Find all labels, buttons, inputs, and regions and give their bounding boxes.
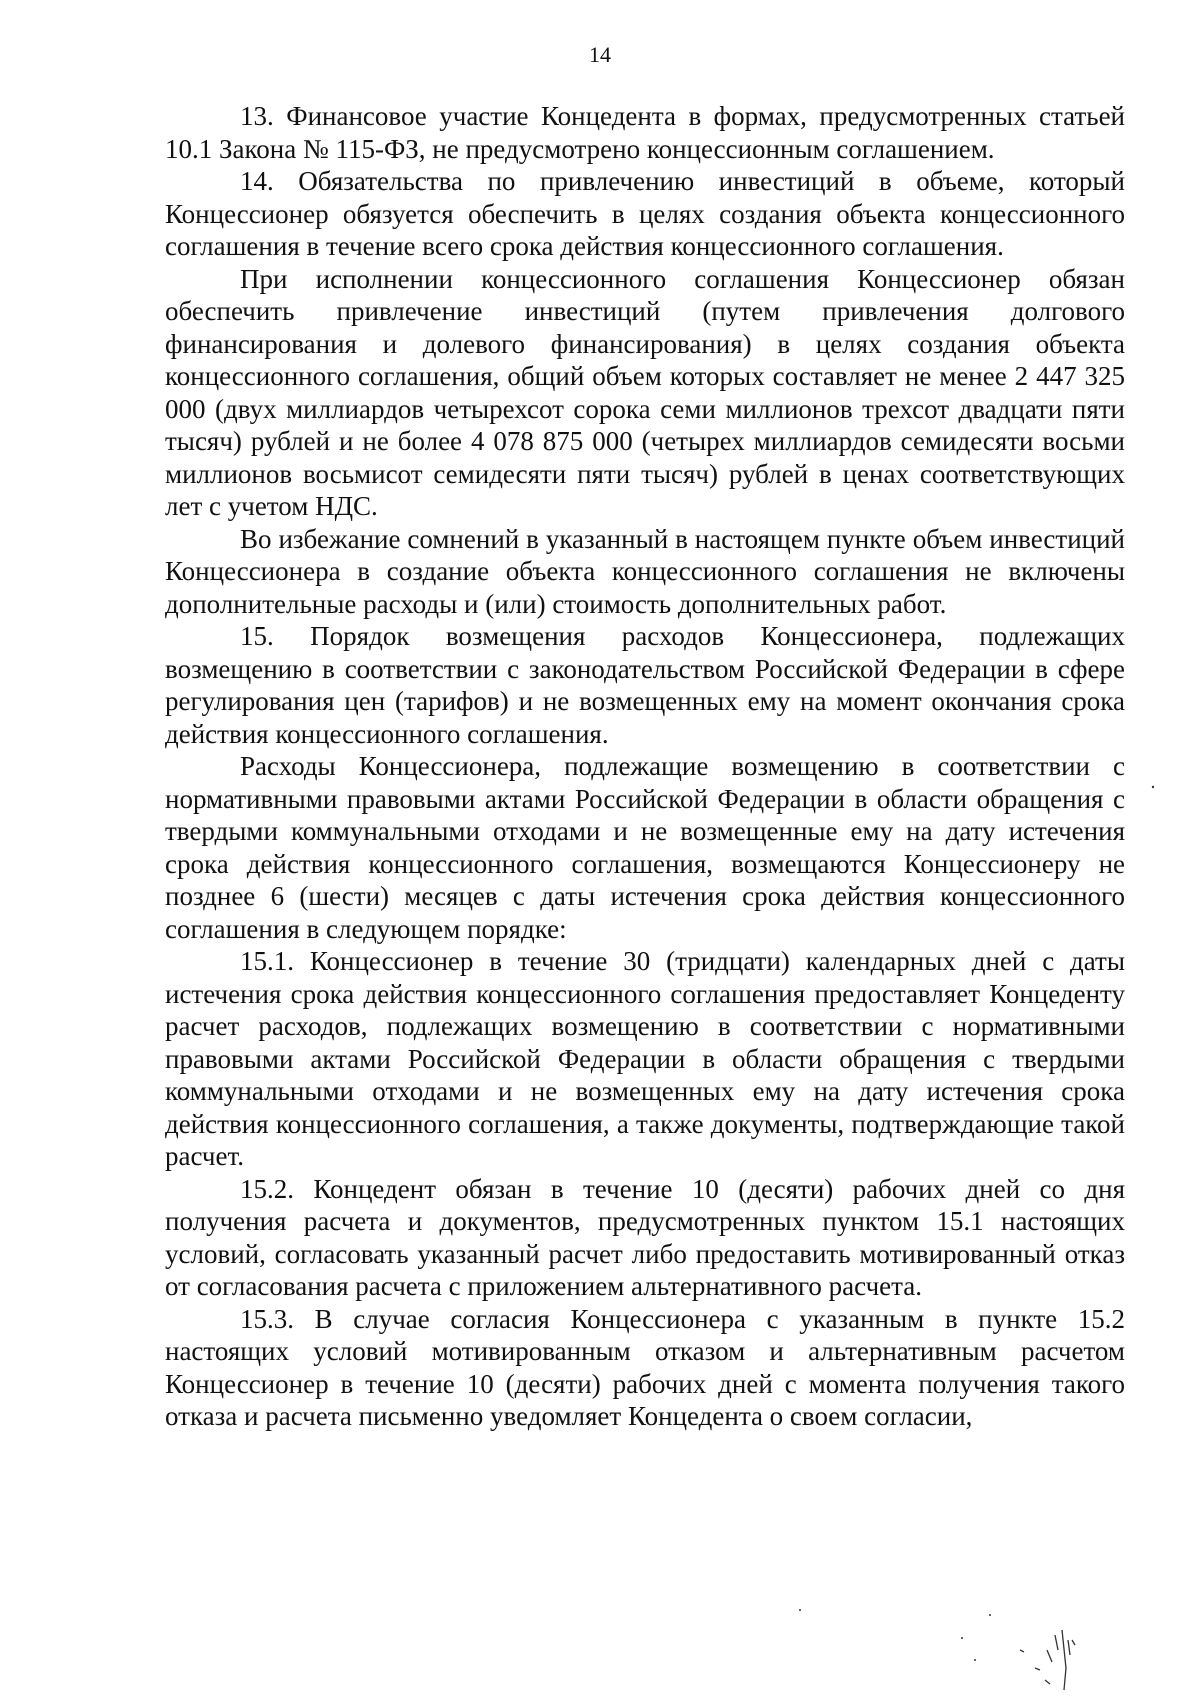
scan-speck [799,1609,801,1611]
paragraph-14-exclusions: Во избежание сомнений в указанный в настоящем пункте объем инвестиций Концессионера в создание объекта концессионного соглашения не включены дополнительные расходы и (или) стоимость дополнительных работ. [165,523,1125,619]
paragraph-15-3: 15.3. В случае согласия Концессионера с указанным в пункте 15.2 настоящих условий мотивированным отказом и альтернативным расчетом Концессионер в течение 10 (десяти) рабочих дней с момента получения такого отказа и расчета письменно уведомляет Концедента о своем согласии, [165,1303,1125,1431]
scan-speck [961,1637,963,1639]
scan-speck [1152,786,1154,788]
document-body [165,100,1125,1433]
paragraph-15-1: 15.1. Концессионер в течение 30 (тридцати) календарных дней с даты истечения срока действия концессионного соглашения предоставляет Концеденту расчет расходов, подлежащих возмещению в соответствии с нормативными правовыми актами Российской Федерации в области обращения с твердыми коммунальными отходами и не возмещенных ему на дату истечения срока действия концессионного соглашения, а также документы, подтверждающие такой расчет. [165,946,1125,1171]
paragraph-15-2: 15.2. Концедент обязан в течение 10 (десяти) рабочих дней со дня получения расчета и документов, предусмотренных пунктом 15.1 настоящих условий, согласовать указанный расчет либо предоставить мотивированный отказ от согласования расчета с приложением альтернативного расчета. [165,1173,1125,1301]
paragraph-13: 13. Финансовое участие Концедента в формах, предусмотренных статьей 10.1 Закона № 115-ФЗ, не предусмотрено концессионным соглашением. [165,101,1125,164]
paragraph-14: 14. Обязательства по привлечению инвестиций в объеме, который Концессионер обязуется обеспечить в целях создания объекта концессионного соглашения в течение всего срока действия концессионного соглашения. [165,166,1125,261]
paragraph-14-investments: При исполнении концессионного соглашения Концессионер обязан обеспечить привлечение инвестиций (путем привлечения долгового финансирования и долевого финансирования) в целях создания объекта концессионного соглашения, общий объем которых составляет не менее 2 447 325 000 (двух миллиардов четырехсот сорока семи миллионов трехсот двадцати пяти тысяч) рублей и не более 4 078 875 000 (четырех миллиардов семидесяти восьми миллионов восьмисот семидесяти пяти тысяч) рублей в ценах соответствующих лет с учетом НДС. [165,263,1125,521]
paragraph-15: 15. Порядок возмещения расходов Концессионера, подлежащих возмещению в соответствии с законодательством Российской Федерации в сфере регулирования цен (тарифов) и не возмещенных ему на момент окончания срока действия концессионного соглашения. [165,621,1125,749]
signature-scribble [1020,1630,1075,1690]
scan-speck [974,1659,976,1661]
paragraph-15-expenses: Расходы Концессионера, подлежащие возмещению в соответствии с нормативными правовыми актами Российской Федерации в области обращения с твердыми коммунальными отходами и не возмещенные ему на дату истечения срока действия концессионного соглашения, возмещаются Концессионеру не позднее 6 (шести) месяцев с даты истечения срока действия концессионного соглашения в следующем порядке: [165,751,1125,944]
scan-speck [989,1614,991,1616]
page-number: 14 [589,42,611,67]
